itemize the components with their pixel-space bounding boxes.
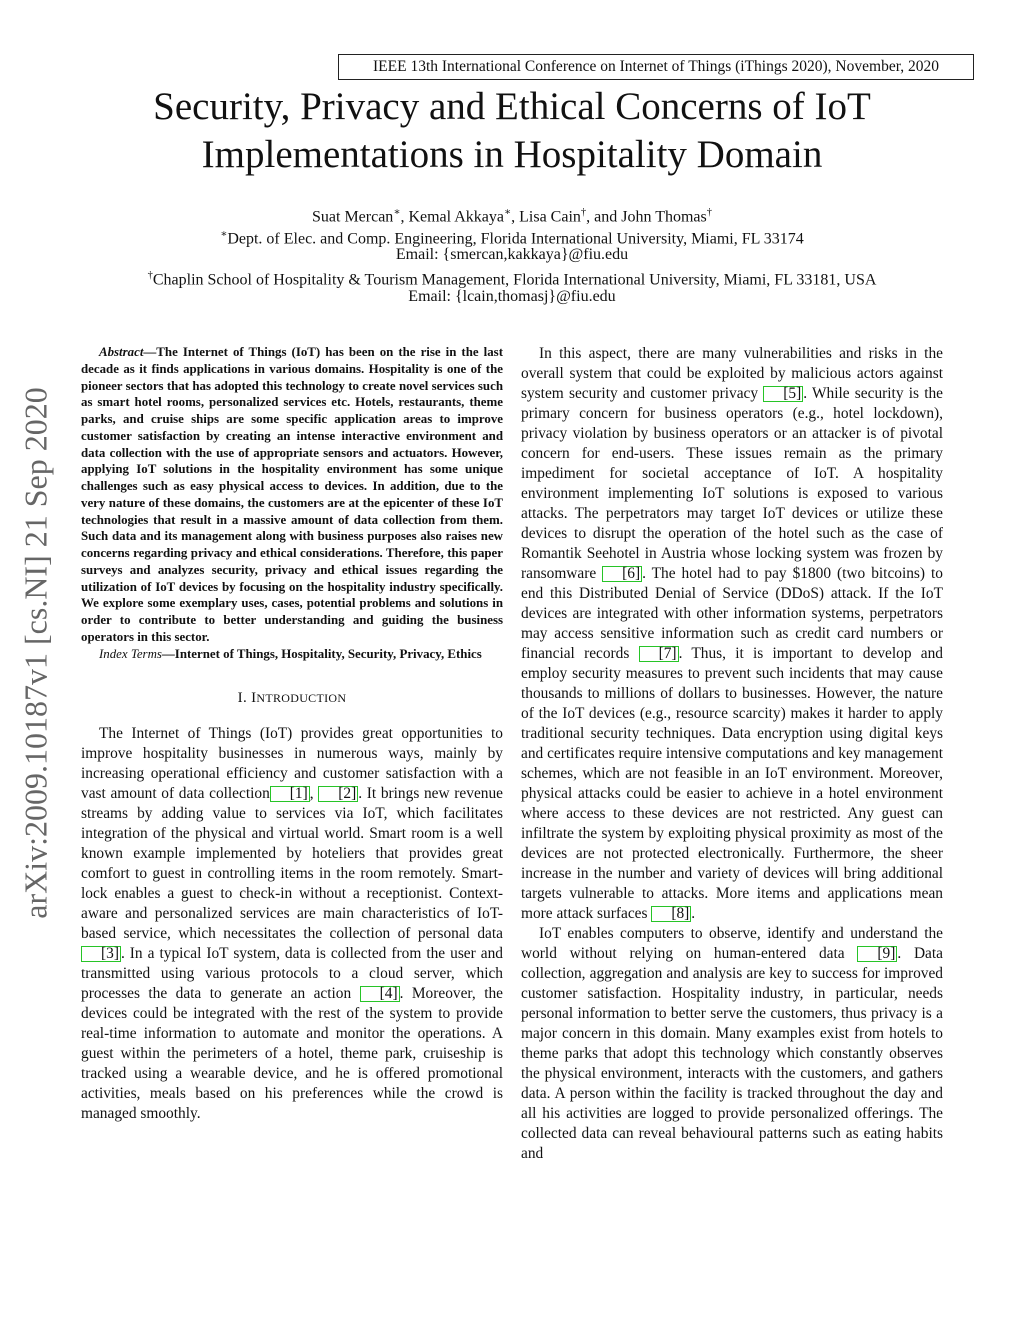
affiliation-2-text: Chaplin School of Hospitality & Tourism Management, Florida International University, Miami, FL 33181, USA	[152, 271, 877, 289]
citation-link[interactable]: [8]	[651, 906, 691, 922]
citation-link[interactable]: [3]	[81, 946, 121, 962]
affiliation-1-text: Dept. of Elec. and Comp. Engineering, Florida International University, Miami, FL 33174	[227, 230, 804, 248]
body-paragraph-1: In this aspect, there are many vulnerabilities and risks in the overall system that could be exploited by malicious actors against system security and customer privacy [5] . While security is the primary concern for business operators (e.g., hotel lockdown), privacy violation by business operators or an attacker is of pivotal concern for end-users. These issues remain as the primary impediment for societal acceptance of IoT. A hospitality environment implementing IoT solutions is exposed to various attacks. The perpetrators may target IoT devices or utilize these devices to disrupt the operation of the hotel such as the case of Romantik Seehotel in Austria whose locking system was frozen by ransomware [6] . The hotel had to pay $1800 (two bitcoins) to end this Distributed Denial of Service (DDoS) attack. If the IoT devices are integrated with other information systems, perpetrators may access sensitive information such as credit card numbers or financial records [7] . Thus, it is important to develop and employ security measures to prevent such incidents that may cause thousands to millions of dollars to businesses. However, the nature of the IoT devices (e.g., resource scarcity) makes it harder to apply traditional security techniques. Data encryption using digital keys and certificates require intensive computations and key management schemes, which are not feasible in an IoT environment. Moreover, physical attacks could be easier to achieve in a hotel environment where access to these devices are not restricted. Any guest can infiltrate the system by exploiting physical proximity as most of the devices are not protected electronically. Furthermore, the sheer increase in the number and variety of devices will bring additional targets vulnerable to attacks. More items and applications mean more attack surfaces [8] .	[521, 345, 944, 922]
arxiv-id: arXiv:2009.10187v1 [cs.NI] 21 Sep 2020	[17, 387, 54, 919]
body-paragraph-2: IoT enables computers to observe, identify and understand the world without relying on human-entered data [9] . Data collection, aggregation and analysis are key to success for improved customer satisfaction. Hospitality industry, in particular, needs personal information to better serve the customers, thus privacy is a major concern in this domain. Many examples exist from hotels to theme parks that adopt this technology which constantly observes the physical environment, interacts with the customers, and gathers data. A person within the facility is tracked throughout the day and all his activities are logged to provide personalized offerings. The collected data can reveal behavioural patterns such as eating habits and	[521, 925, 943, 1162]
index-terms	[81, 646, 503, 663]
intro-paragraph: The Internet of Things (IoT) provides great opportunities to improve hospitality businesses in numerous ways, mainly by increasing operational efficiency and customer satisfaction with a vast amount of data collection [1] , [2] . It brings new revenue streams by adding value to services via IoT, which facilitates integration of the physical and virtual world. Smart room is a well known example implemented by hoteliers that provides great comfort to guest in controlling items in the room remotely. Smart-lock enables a guest to check-in without a receptionist. Context-aware and personalized services are main characteristics of IoT-based service, which necessitates the collection of personal data [3] . In a typical IoT system, data is collected from the user and transmitted using various protocols to a cloud server, which processes the data to generate an action [4] . Moreover, the devices could be integrated with the rest of the system to provide real-time information to automate and monitor the operations. A guest within the perimeters of a hotel, theme park, cruiseship is tracked using a wearable device, and he is offered promotional activities, meals based on his preferences while the crowd is managed smoothly.	[81, 725, 504, 1123]
index-terms-label: Index Terms	[99, 646, 162, 661]
conference-banner	[338, 54, 974, 80]
dagger-mark: †	[706, 207, 712, 218]
author-sep: , and	[586, 208, 622, 226]
star-mark: ∗	[393, 207, 401, 218]
section-number: I.	[237, 690, 252, 707]
abstract	[81, 344, 503, 646]
citation-link[interactable]: [9]	[857, 946, 897, 962]
citation-link[interactable]: [1]	[270, 786, 310, 802]
author-4: John Thomas	[621, 208, 707, 226]
paper-title-line-2: Implementations in Hospitality Domain	[201, 133, 823, 176]
dagger-mark: †	[147, 270, 153, 281]
author-1: Suat Mercan	[312, 208, 394, 226]
abstract-text: —The Internet of Things (IoT) has been on the rise in the last decade as it finds applications in various domains. Hospitality is one of the pioneer sectors that has adopted this technology to create novel services such as smart hotel rooms, personalized services etc. Hotels, restaurants, theme parks, and cruise ships are some specific application areas to improve customer satisfaction by creating an intense interactive environment and data collection with the use of appropriate sensors and actuators. However, applying IoT solutions in the hospitality environment has some unique challenges such as easy physical access to devices. In addition, due to the very nature of these domains, the customers are at the epicenter of these IoT technologies that result in a massive amount of data collection from them. Such data and its management along with business purposes also raises new concerns regarding privacy and ethical considerations. Therefore, this paper surveys and analyzes security, privacy and ethical issues regarding the utilization of IoT devices by focusing on the hospitality industry specifically. We explore some exemplary uses, cases, potential problems and solutions in order to contribute to better understanding and guiding the business operators in this sector.	[81, 345, 503, 644]
citation-link[interactable]: [6]	[602, 566, 642, 582]
left-column	[81, 344, 503, 1124]
email-2: Email: {lcain,thomasj}@fiu.edu	[408, 288, 616, 305]
author-3: Lisa Cain	[519, 208, 581, 226]
abstract-label: Abstract	[99, 345, 144, 359]
author-sep: ,	[400, 208, 409, 226]
section-first-letter: I	[251, 690, 257, 707]
dagger-mark: †	[580, 207, 587, 218]
email-1: Email: {smercan,kakkaya}@fiu.edu	[395, 246, 629, 263]
right-column	[521, 344, 943, 1164]
citation-link[interactable]: [4]	[360, 986, 400, 1002]
paper-title-line-1: Security, Privacy and Ethical Concerns of IoT	[153, 85, 871, 128]
conference-text: IEEE 13th International Conference on Internet of Things (iThings 2020), November, 2020	[373, 58, 939, 75]
index-terms-text: —Internet of Things, Hospitality, Security, Privacy, Ethics	[161, 646, 482, 661]
arxiv-stamp	[6, 358, 66, 948]
star-mark: ∗	[503, 207, 512, 218]
citation-link[interactable]: [7]	[639, 646, 679, 662]
citation-link[interactable]: [2]	[318, 786, 358, 802]
citation-link[interactable]: [5]	[763, 386, 803, 402]
star-mark: ∗	[220, 229, 228, 240]
author-2: Kemal Akkaya	[408, 208, 504, 226]
section-title-rest: NTRODUCTION	[256, 691, 347, 706]
author-sep: ,	[511, 208, 520, 226]
section-heading	[81, 688, 503, 708]
